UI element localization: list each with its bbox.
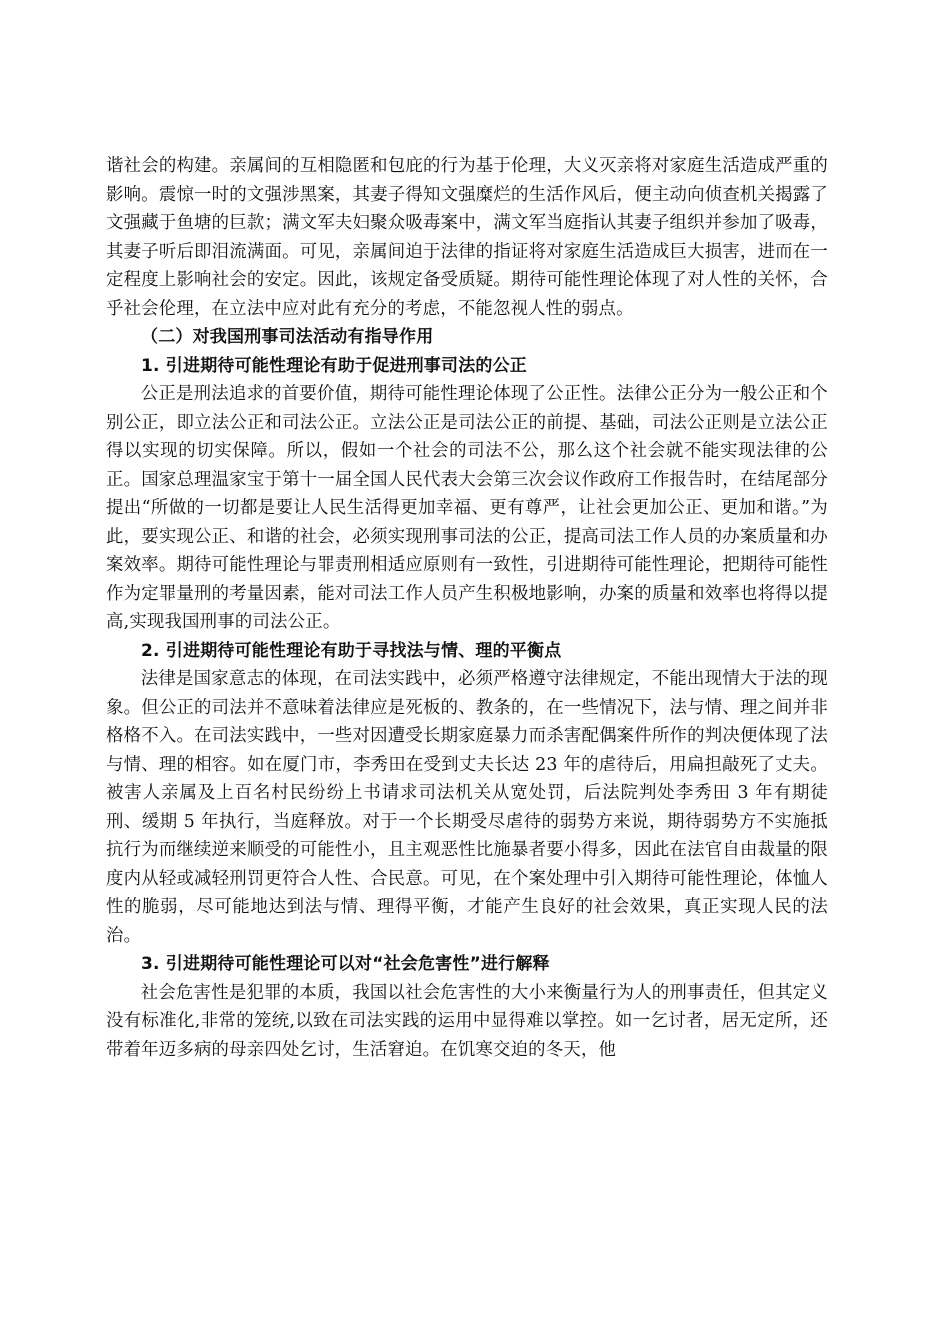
document-page	[106, 152, 828, 1064]
subsection-heading: 2. 引进期待可能性理论有助于寻找法与情、理的平衡点	[141, 640, 562, 661]
body-paragraph: 公正是刑法追求的首要价值，期待可能性理论体现了公正性。法律公正分为一般公正和个别公正，即立法公正和司法公正。立法公正是司法公正的前提、基础，司法公正则是立法公正得以实现的切实保障。所以，假如一个社会的司法不公，那么这个社会就不能实现法律的公正。国家总理温家宝于第十一届全国人民代表大会第三次会议作政府工作报告时，在结尾部分提出“所做的一切都是要让人民生活得更加幸福、更有尊严，让社会更加公正、更加和谐。”为此，要实现公正、和谐的社会，必须实现刑事司法的公正，提高司法工作人员的办案质量和办案效率。期待可能性理论与罪责刑相适应原则有一致性，引进期待可能性理论，把期待可能性作为定罪量刑的考量因素，能对司法工作人员产生积极地影响，办案的质量和效率也将得以提高,实现我国刑事的司法公正。	[106, 384, 828, 632]
body-paragraph: 谐社会的构建。亲属间的互相隐匿和包庇的行为基于伦理，大义灭亲将对家庭生活造成严重的影响。震惊一时的文强涉黑案，其妻子得知文强糜烂的生活作风后，便主动向侦查机关揭露了文强藏于鱼塘的巨款；满文军夫妇聚众吸毒案中，满文军当庭指认其妻子组织并参加了吸毒，其妻子听后即泪流满面。可见，亲属间迫于法律的指证将对家庭生活造成巨大损害，进而在一定程度上影响社会的安定。因此，该规定备受质疑。期待可能性理论体现了对人性的关怀，合乎社会伦理，在立法中应对此有充分的考虑，不能忽视人性的弱点。	[106, 156, 828, 319]
subsection-heading: 1. 引进期待可能性理论有助于促进刑事司法的公正	[141, 355, 528, 376]
section-heading: （二）对我国刑事司法活动有指导作用	[141, 327, 434, 347]
body-paragraph: 法律是国家意志的体现，在司法实践中，必须严格遵守法律规定，不能出现情大于法的现象。但公正的司法并不意味着法律应是死板的、教条的，在一些情况下，法与情、理之间并非格格不入。在司法实践中，一些对因遭受长期家庭暴力而杀害配偶案件所作的判决便体现了法与情、理的相容。如在厦门市，李秀田在受到丈夫长达 23 年的虐待后，用扁担敲死了丈夫。被害人亲属及上百名村民纷纷上书请求司法机关从宽处罚，后法院判处李秀田 3 年有期徒刑、缓期 5 年执行，当庭释放。对于一个长期受尽虐待的弱势方来说，期待弱势方不实施抵抗行为而继续逆来顺受的可能性小，且主观恶性比施暴者要小得多，因此在法官自由裁量的限度内从轻或减轻刑罚更符合人性、合民意。可见，在个案处理中引入期待可能性理论，体恤人性的脆弱，尽可能地达到法与情、理得平衡，才能产生良好的社会效果，真正实现人民的法治。	[106, 669, 828, 946]
subsection-heading: 3. 引进期待可能性理论可以对“社会危害性”进行解释	[141, 954, 550, 974]
body-paragraph: 社会危害性是犯罪的本质，我国以社会危害性的大小来衡量行为人的刑事责任，但其定义没有标准化,非常的笼统,以致在司法实践的运用中显得难以掌控。如一乞讨者，居无定所，还带着年迈多病的母亲四处乞讨，生活窘迫。在饥寒交迫的冬天，他	[106, 982, 828, 1060]
